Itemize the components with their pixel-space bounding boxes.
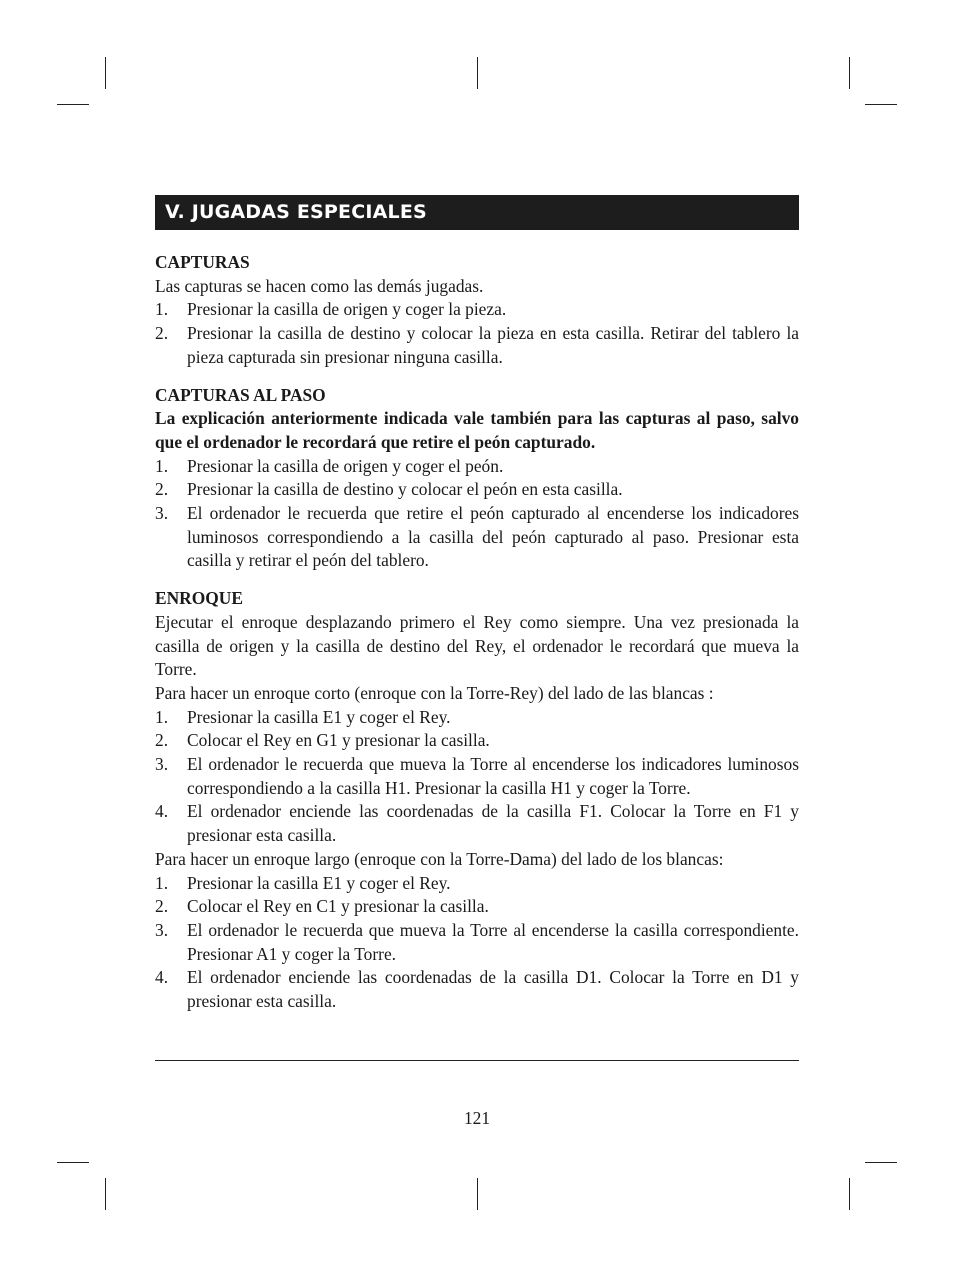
list-text: El ordenador enciende las coordenadas de la casilla D1. Colocar la Torre en D1 y presionar esta casilla. <box>187 967 799 1012</box>
list-item <box>155 478 799 502</box>
crop-mark <box>865 104 897 105</box>
crop-mark <box>849 57 850 89</box>
crop-mark <box>105 1178 106 1210</box>
list-text: Colocar el Rey en C1 y presionar la casilla. <box>187 896 489 917</box>
list-number: 2. <box>155 896 169 917</box>
enroque-corto-steps <box>155 706 799 848</box>
list-text: Presionar la casilla de origen y coger el peón. <box>187 455 504 476</box>
crop-mark <box>849 1178 850 1210</box>
crop-mark <box>57 1162 89 1163</box>
list-item <box>155 966 799 1013</box>
list-number: 3. <box>155 919 169 940</box>
list-item <box>155 455 799 479</box>
page-number: 121 <box>463 1108 491 1128</box>
list-number: 4. <box>155 801 169 822</box>
list-number: 1. <box>155 455 169 476</box>
list-text: El ordenador enciende las coordenadas de la casilla F1. Colocar la Torre en F1 y presionar esta casilla. <box>187 801 799 846</box>
heading-capturas: CAPTURAS <box>155 252 250 272</box>
list-item <box>155 502 799 573</box>
section-capturas <box>155 251 799 370</box>
list-number: 1. <box>155 872 169 893</box>
section-title: V. JUGADAS ESPECIALES <box>155 195 799 230</box>
list-number: 1. <box>155 299 169 320</box>
list-item <box>155 706 799 730</box>
list-text: Presionar la casilla E1 y coger el Rey. <box>187 706 451 727</box>
list-number: 3. <box>155 754 169 775</box>
capturas-al-paso-steps <box>155 455 799 574</box>
capturas-intro: Las capturas se hacen como las demás jugadas. <box>155 275 484 296</box>
list-text: Colocar el Rey en G1 y presionar la casilla. <box>187 730 490 751</box>
crop-mark <box>477 57 478 89</box>
enroque-corto-intro: Para hacer un enroque corto (enroque con la Torre-Rey) del lado de las blancas : <box>155 682 714 703</box>
list-number: 2. <box>155 730 169 751</box>
list-text: El ordenador le recuerda que retire el peón capturado al encenderse los indicadores luminosos correspondiendo a la casilla del peón capturado al paso. Presionar esta casilla y retirar el peón del tablero. <box>187 503 799 571</box>
enroque-largo-intro: Para hacer un enroque largo (enroque con la Torre-Dama) del lado de los blancas: <box>155 848 724 869</box>
capturas-steps <box>155 298 799 369</box>
list-number: 1. <box>155 706 169 727</box>
list-item <box>155 800 799 847</box>
list-item <box>155 322 799 369</box>
list-number: 2. <box>155 479 169 500</box>
enroque-largo-steps <box>155 872 799 1014</box>
section-enroque <box>155 587 799 1014</box>
footer-rule <box>155 1060 799 1061</box>
list-item <box>155 872 799 896</box>
list-text: El ordenador le recuerda que mueva la Torre al encenderse los indicadores luminosos correspondiendo a la casilla H1. Presionar la casilla H1 y coger la Torre. <box>187 754 799 798</box>
list-text: El ordenador le recuerda que mueva la Torre al encenderse la casilla correspondiente. Presionar A1 y coger la Torre. <box>187 919 799 964</box>
list-text: Presionar la casilla E1 y coger el Rey. <box>187 872 451 893</box>
crop-mark <box>57 104 89 105</box>
list-item <box>155 298 799 322</box>
heading-capturas-al-paso: CAPTURAS AL PASO <box>155 384 326 405</box>
crop-mark <box>105 57 106 89</box>
list-text: Presionar la casilla de origen y coger la pieza. <box>187 299 507 320</box>
list-item <box>155 753 799 800</box>
heading-enroque: ENROQUE <box>155 588 243 609</box>
list-item <box>155 895 799 919</box>
crop-mark <box>865 1162 897 1163</box>
list-number: 2. <box>155 323 169 344</box>
list-number: 3. <box>155 503 169 524</box>
list-text: Presionar la casilla de destino y colocar la pieza en esta casilla. Retirar del tablero la pieza capturada sin presionar ninguna casilla. <box>187 323 799 367</box>
section-capturas-al-paso <box>155 384 799 574</box>
list-item <box>155 919 799 966</box>
enroque-intro: Ejecutar el enroque desplazando primero el Rey como siempre. Una vez presionada la casilla de origen y la casilla de destino del Rey, el ordenador le recordará que mueva la Torre. <box>155 611 799 680</box>
list-item <box>155 729 799 753</box>
capturas-al-paso-note: La explicación anteriormente indicada vale también para las capturas al paso, salvo que el ordenador le recordará que retire el peón capturado. <box>155 408 799 452</box>
list-text: Presionar la casilla de destino y colocar el peón en esta casilla. <box>187 479 623 500</box>
crop-mark <box>477 1178 478 1210</box>
list-number: 4. <box>155 967 169 988</box>
page-content <box>155 251 799 1028</box>
